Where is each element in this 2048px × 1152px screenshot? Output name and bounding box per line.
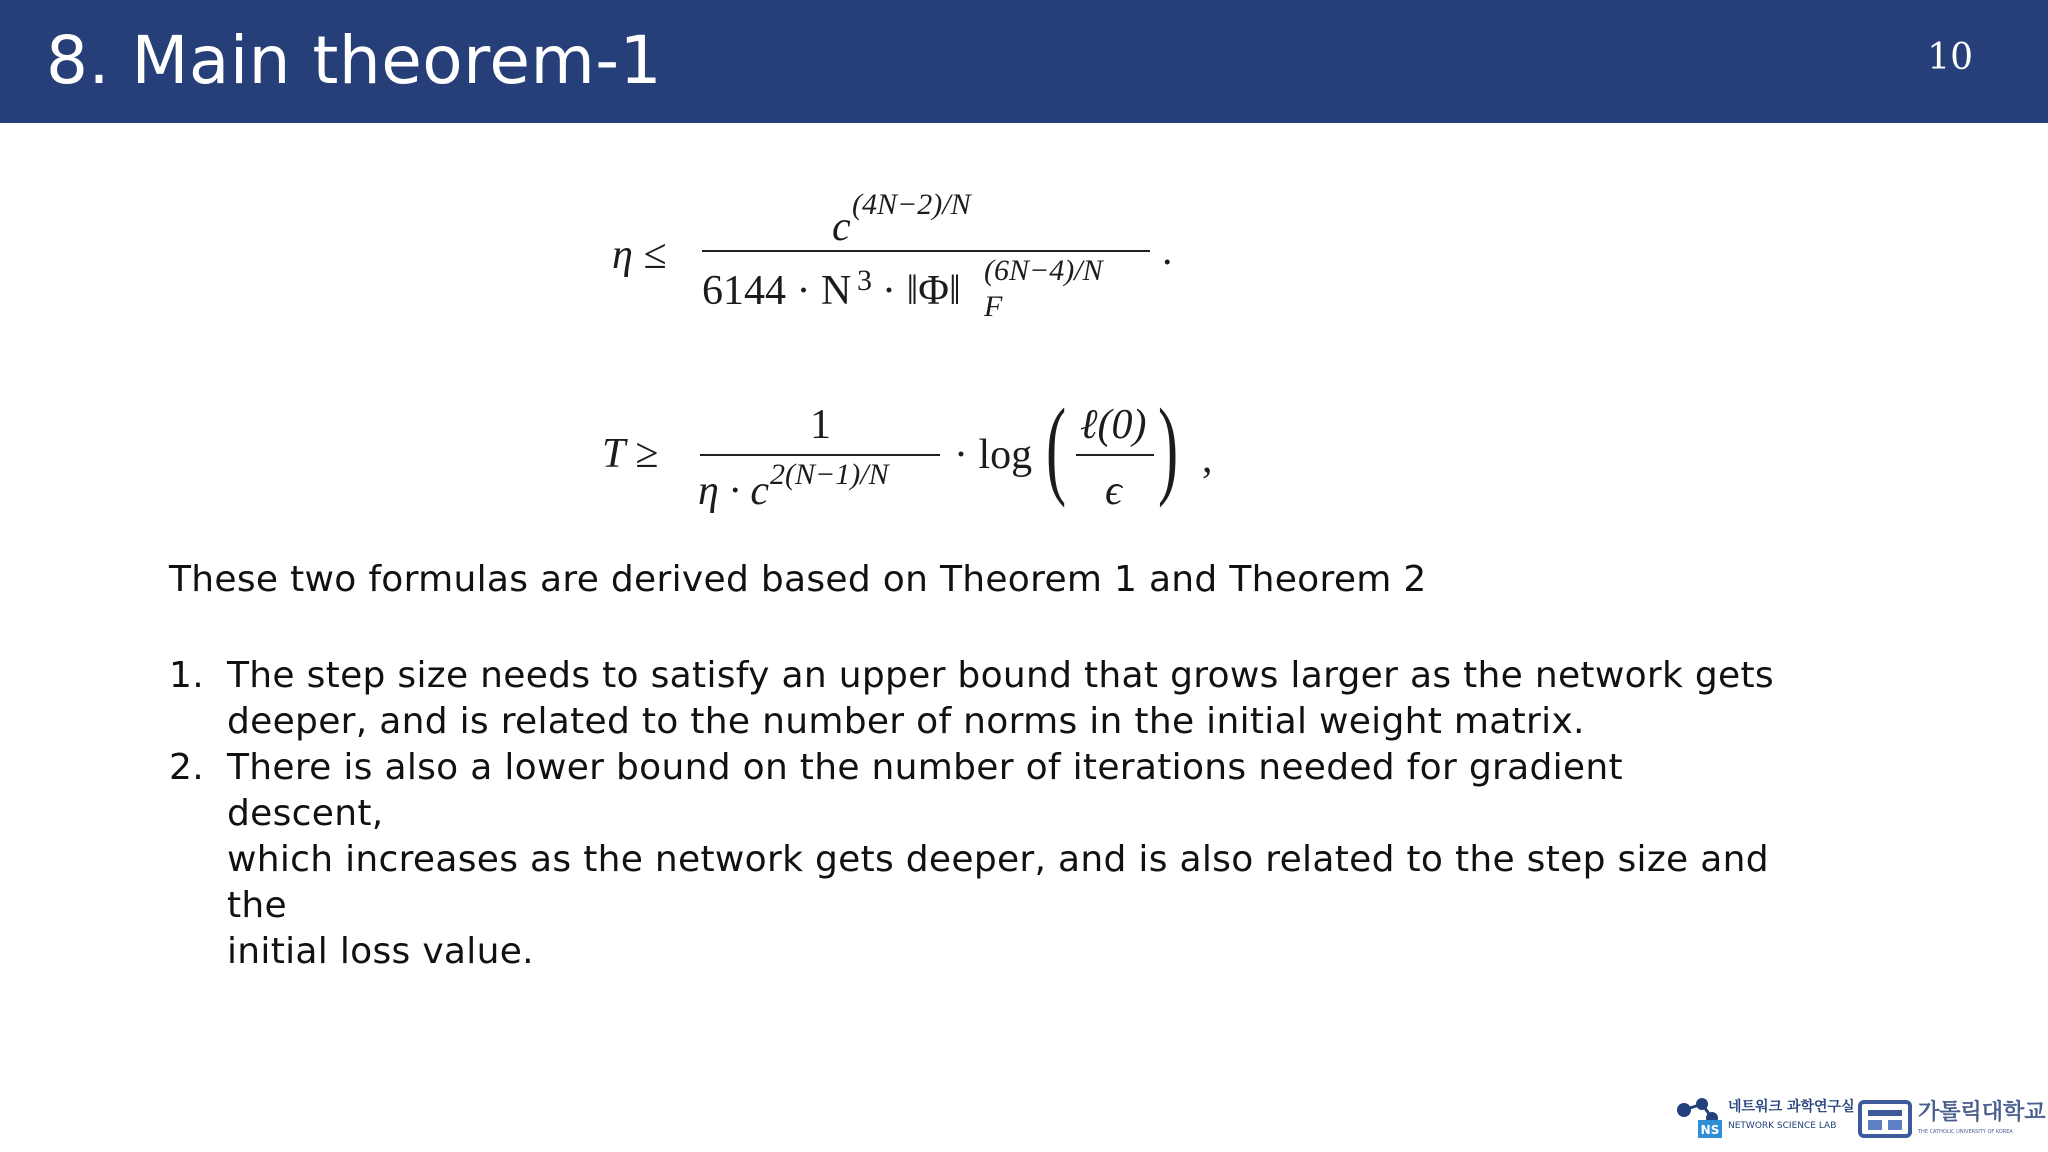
formula1-norm-subscript: F xyxy=(984,290,1003,323)
formula-iterations xyxy=(0,0,2048,540)
footer-logos xyxy=(1672,1096,2046,1146)
formula1-numerator-exponent: (4N−2)/N xyxy=(852,188,971,221)
formula2-log: · log xyxy=(954,432,1033,478)
slide-title: 8. Main theorem-1 xyxy=(46,22,663,99)
ns-badge: NS xyxy=(1700,1123,1720,1137)
formula1-lhs: η ≤ xyxy=(612,232,667,278)
page-number: 10 xyxy=(1927,37,1973,78)
intro-text: These two formulas are derived based on Theorem 1 and Theorem 2 xyxy=(169,559,1427,600)
formula2-numerator: 1 xyxy=(810,402,831,448)
formula2-inner-fraction-bar xyxy=(1076,454,1154,456)
list-item xyxy=(169,653,1789,745)
formula1-denominator-n-exponent: 3 xyxy=(857,264,872,297)
list-item-line: There is also a lower bound on the number of iterations needed for gradient descent, xyxy=(227,747,1623,834)
formula2-inner-numerator: ℓ(0) xyxy=(1080,402,1147,448)
formula1-denominator: 6144 · N xyxy=(702,268,852,314)
formula2-lhs: T ≥ xyxy=(602,431,659,477)
formula2-denominator-exponent: 2(N−1)/N xyxy=(770,458,889,491)
formula2-inner-denominator: ϵ xyxy=(1105,468,1122,514)
formula2-left-paren: ( xyxy=(1046,386,1067,508)
university-name: 가톨릭대학교 xyxy=(1918,1100,2046,1125)
list-item-line: initial loss value. xyxy=(227,931,534,972)
university-name-en: THE CATHOLIC UNIVERSITY OF KOREA xyxy=(1918,1129,2013,1135)
network-science-lab-logo xyxy=(1672,1096,1724,1140)
list-item-line: deeper, and is related to the number of norms in the initial weight matrix. xyxy=(227,701,1585,742)
ns-lab-name-en: NETWORK SCIENCE LAB xyxy=(1728,1121,1837,1131)
list-item-line: which increases as the network gets deeper, and is also related to the step size and the xyxy=(227,839,1769,926)
catholic-university-logo xyxy=(1858,1098,1912,1140)
formula1-norm-superscript: (6N−4)/N xyxy=(984,254,1103,287)
list-item-number: 2. xyxy=(169,747,204,788)
list-item-number: 1. xyxy=(169,655,204,696)
formula2-fraction-bar xyxy=(700,454,940,456)
findings-list xyxy=(169,653,1789,975)
formula2-tail: , xyxy=(1202,436,1213,482)
formula1-denominator-norm: · ‖Φ‖ xyxy=(882,268,961,314)
formula1-tail: . xyxy=(1162,228,1173,274)
ns-lab-name: 네트워크 과학연구실 xyxy=(1728,1099,1855,1115)
formula2-denominator: η · c xyxy=(698,468,769,514)
list-item-line: The step size needs to satisfy an upper bound that grows larger as the network gets xyxy=(227,655,1774,696)
formula1-numerator-base: c xyxy=(832,204,851,250)
list-item xyxy=(169,745,1789,975)
formula2-right-paren: ) xyxy=(1158,386,1179,508)
